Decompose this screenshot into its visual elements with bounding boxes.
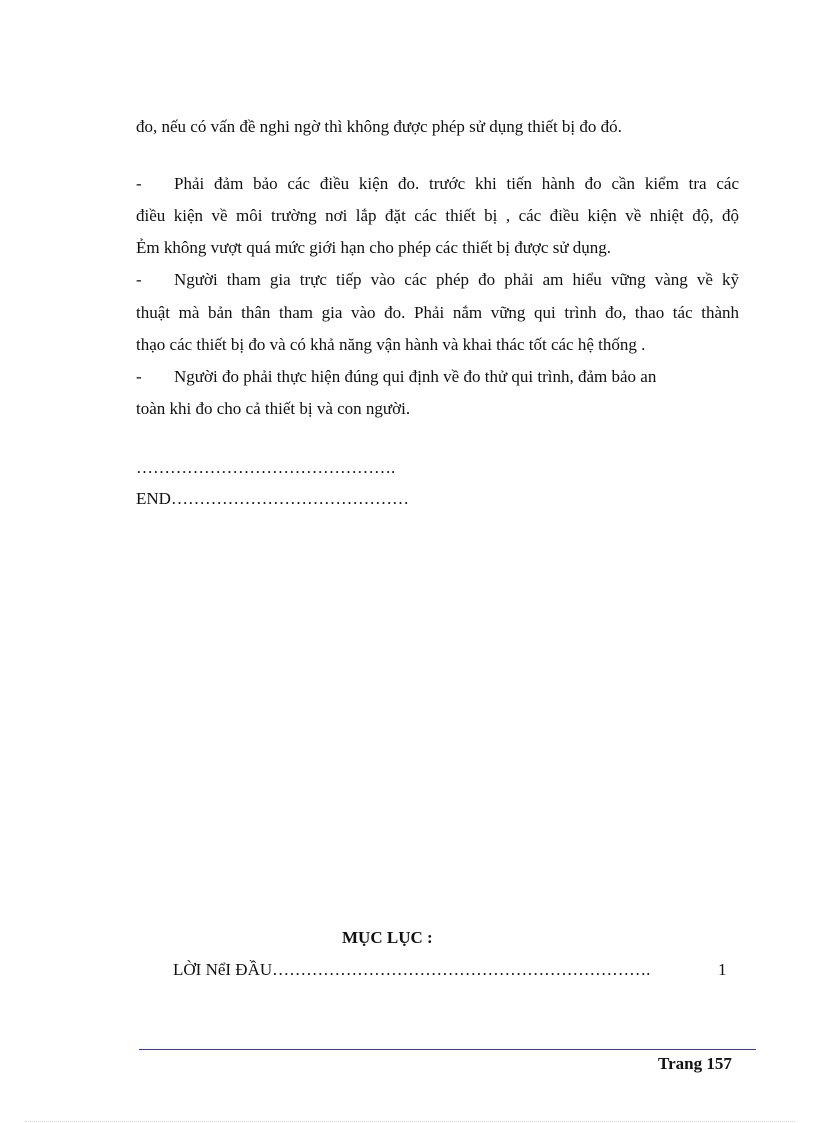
toc-entry-label: LỜI NểI ĐẦU…………………………………………………………. xyxy=(173,960,651,979)
end-marker: END…………………………………… xyxy=(136,489,409,508)
bullet-text: Người đo phải thực hiện đúng qui định về đo thử qui trình, đảm bảo an xyxy=(174,367,657,386)
footer-rule xyxy=(139,1049,756,1050)
bullet-paragraph-3-line-1 xyxy=(136,366,719,388)
page-number: Trang 157 xyxy=(658,1054,732,1073)
toc-title: MỤC LỤC : xyxy=(342,928,433,947)
body-line: toàn khi đo cho cả thiết bị và con người. xyxy=(136,399,411,418)
bullet-dash: - xyxy=(136,270,142,289)
dotted-line: ………………………………………. xyxy=(136,458,396,477)
bullet-paragraph-2-line-1 xyxy=(136,269,739,291)
bullet-dash: - xyxy=(136,174,142,193)
toc-entry-page: 1 xyxy=(718,960,727,979)
body-line: thạo các thiết bị đo và có khả năng vận hành và khai thác tốt các hệ thống . xyxy=(136,335,646,354)
body-line: Ẻm không vượt quá mức giới hạn cho phép các thiết bị được sử dụng. xyxy=(136,238,612,257)
body-line: đo, nếu có vấn đề nghi ngờ thì không được phép sử dụng thiết bị đo đó. xyxy=(136,117,622,136)
bullet-dash: - xyxy=(136,367,142,386)
page-edge-divider xyxy=(25,1121,795,1122)
bullet-paragraph-1-line-1 xyxy=(136,173,739,195)
body-line: điều kiện về môi trường nơi lắp đặt các thiết bị , các điều kiện về nhiệt độ, độ xyxy=(136,206,739,225)
bullet-text: Phải đảm bảo các điều kiện đo. trước khi tiến hành đo cần kiểm tra các xyxy=(174,174,739,193)
bullet-text: Người tham gia trực tiếp vào các phép đo phải am hiểu vững vàng về kỹ xyxy=(174,270,739,289)
body-line: thuật mà bản thân tham gia vào đo. Phải nắm vững qui trình đo, thao tác thành xyxy=(136,303,739,322)
